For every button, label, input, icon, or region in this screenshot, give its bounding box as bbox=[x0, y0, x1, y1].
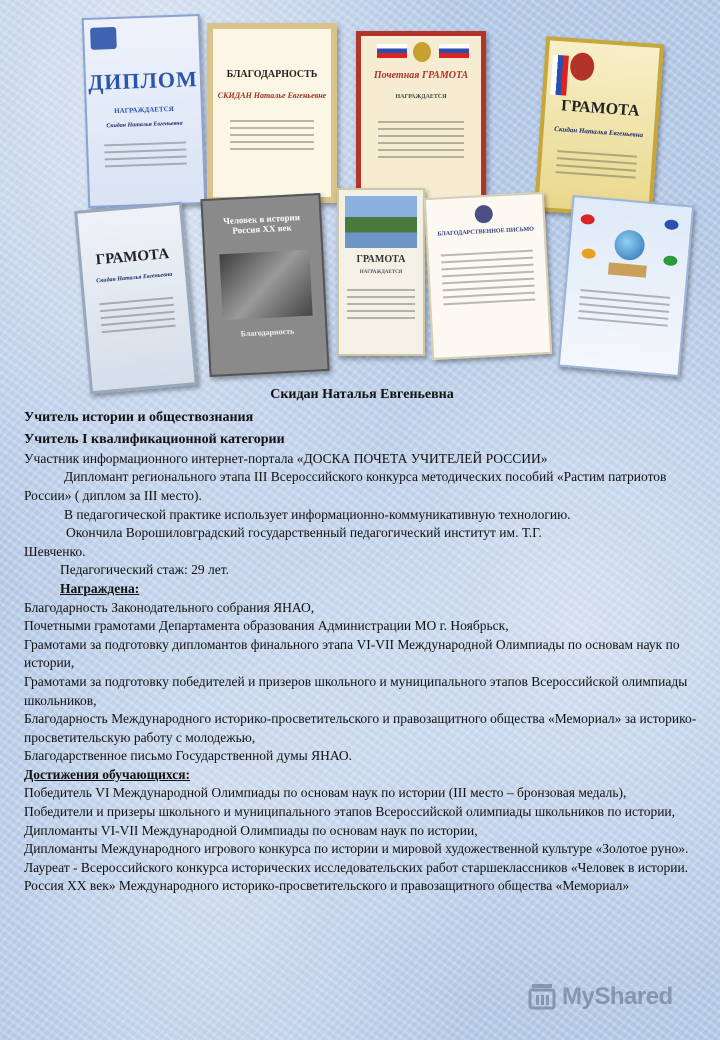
certificate-name: Скидан Наталья Евгеньевна bbox=[106, 120, 183, 130]
flag-icon bbox=[439, 44, 469, 58]
diploma-info: Дипломант регионального этапа III Всероссийского конкурса методических пособий «Растим патриотов России» ( диплом за III место). bbox=[24, 469, 667, 503]
eagle-emblem-icon bbox=[413, 42, 431, 62]
flag-icon bbox=[664, 219, 679, 230]
certificate-title: Человек в истории Россия XX век bbox=[222, 212, 301, 236]
teacher-position: Учитель истории и обществознания bbox=[24, 409, 254, 425]
certificate-gramota-photo bbox=[337, 188, 425, 356]
certificate-chelovek-v-istorii bbox=[200, 193, 329, 377]
flag-icon bbox=[663, 255, 678, 266]
certificate-title: БЛАГОДАРСТВЕННОЕ ПИСЬМО bbox=[437, 226, 534, 238]
certificate-subtitle: НАГРАЖДАЕТСЯ bbox=[395, 94, 447, 100]
certificate-name: Скидан Наталья Евгеньевна bbox=[554, 124, 644, 140]
certificate-letter bbox=[424, 192, 552, 360]
certificate-title: ГРАМОТА bbox=[95, 245, 170, 269]
achievement-item: Лауреат - Всероссийского конкурса исторических исследовательских работ старшеклассников «Человек в истории. Россия XX век» Международного историко-просветительского и правозащитного общества «Мемориал» bbox=[24, 859, 689, 894]
castle-photo-image bbox=[345, 196, 417, 248]
certificate-title: ГРАМОТА bbox=[560, 97, 641, 120]
certificate-honorary bbox=[356, 31, 486, 213]
practice-info: В педагогической практике использует информационно-коммуникативную технологию. bbox=[64, 506, 571, 522]
education-info: Окончила Ворошиловградский государственный педагогический институт им. Т.Г. Шевченко. bbox=[24, 525, 542, 559]
photo-image bbox=[219, 250, 312, 321]
award-item: Грамотами за подготовку дипломантов финального этапа VI-VII Международной Олимпиады по основам наук по истории, bbox=[24, 636, 680, 671]
achievement-item: Дипломанты VI-VII Международной Олимпиады по основам наук по истории, bbox=[24, 822, 478, 838]
flag-icon bbox=[580, 214, 595, 225]
certificate-subtitle: НАГРАЖДАЕТСЯ bbox=[114, 104, 174, 116]
myshared-watermark bbox=[528, 980, 698, 1014]
profile-text bbox=[24, 386, 700, 896]
emblem-icon bbox=[474, 205, 493, 224]
eagle-emblem-icon bbox=[569, 52, 595, 82]
achievements-heading: Достижения обучающихся: bbox=[24, 766, 191, 782]
certificate-title: БЛАГОДАРНОСТЬ bbox=[226, 69, 318, 80]
achievement-item: Дипломанты Международного игрового конкурса по истории и мировой художественной культуре «Золотое руно». bbox=[24, 841, 689, 857]
myshared-logo-icon bbox=[528, 982, 556, 1012]
portal-participation: Участник информационного интернет-портала «ДОСКА ПОЧЕТА УЧИТЕЛЕЙ РОССИИ» bbox=[24, 450, 548, 466]
flag-icon bbox=[581, 248, 596, 259]
watermark-text: MyShared bbox=[562, 983, 673, 1010]
certificate-international bbox=[558, 195, 695, 377]
award-item: Благодарность Международного историко-просветительского и правозащитного общества «Мемориал» за историко-просветительскую работу с молодежью, bbox=[24, 711, 697, 745]
flag-icon bbox=[550, 55, 569, 96]
certificate-name: Скидан Наталья Евгеньевна bbox=[96, 271, 173, 285]
certificate-title: ГРАМОТА bbox=[356, 254, 406, 265]
certificate-gramota bbox=[534, 36, 664, 219]
certificate-subtitle: НАГРАЖДАЕТСЯ bbox=[359, 270, 403, 275]
experience-info: Педагогический стаж: 29 лет. bbox=[60, 562, 229, 578]
award-item: Благодарность Законодательного собрания ЯНАО, bbox=[24, 599, 315, 615]
certificate-title: Почетная ГРАМОТА bbox=[373, 70, 469, 81]
teacher-category: Учитель I квалификационной категории bbox=[24, 432, 285, 448]
flag-icon bbox=[377, 44, 407, 58]
certificate-subtitle: Благодарность bbox=[240, 326, 295, 339]
emblem-icon bbox=[90, 27, 117, 50]
certificate-name: СКИДАН Наталье Евгеньевне bbox=[217, 91, 327, 100]
certificate-gratitude bbox=[207, 23, 337, 203]
award-item: Благодарственное письмо Государственной думы ЯНАО. bbox=[24, 748, 353, 764]
awards-heading: Награждена: bbox=[60, 580, 140, 596]
achievement-item: Победитель VI Международной Олимпиады по основам наук по истории (III место – бронзовая медаль), bbox=[24, 785, 627, 801]
certificate-title: ДИПЛОМ bbox=[87, 66, 199, 95]
award-item: Почетными грамотами Департамента образования Администрации МО г. Ноябрьск, bbox=[24, 618, 509, 634]
achievement-item: Победители и призеры школьного и муниципального этапов Всероссийской олимпиады школьников по истории, bbox=[24, 804, 676, 820]
certificate-gramota bbox=[74, 202, 198, 395]
book-icon bbox=[608, 262, 647, 277]
award-item: Грамотами за подготовку победителей и призеров школьного и муниципального этапов Всероссийской олимпиады школьников, bbox=[24, 673, 688, 708]
teacher-name: Скидан Наталья Евгеньевна bbox=[270, 387, 454, 402]
certificate-diploma bbox=[82, 14, 207, 208]
